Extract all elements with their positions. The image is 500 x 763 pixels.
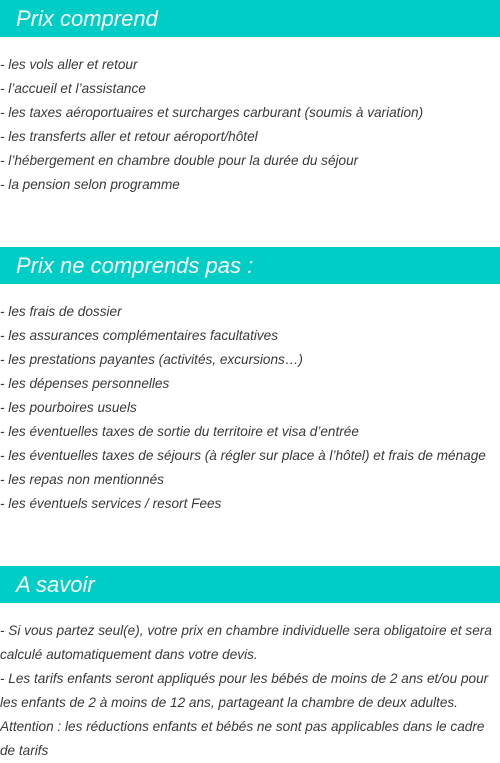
section-title: Prix comprend (16, 5, 158, 31)
list-item: - l’accueil et l’assistance (0, 81, 146, 96)
list-item: - les éventuelles taxes de séjours (à régler sur place à l’hôtel) et frais de ménage (0, 448, 486, 463)
list-item: - les dépenses personnelles (0, 376, 170, 391)
included-list (0, 53, 500, 197)
section-header-good-to-know (0, 566, 500, 603)
section-header-included (0, 0, 500, 37)
list-item: - les prestations payantes (activités, excursions…) (0, 352, 303, 367)
paragraph: - Si vous partez seul(e), votre prix en chambre individuelle sera obligatoire et sera calculé automatiquement dans votre devis. (0, 623, 492, 662)
list-item: - les assurances complémentaires facultatives (0, 328, 279, 343)
list-item: - les taxes aéroportuaires et surcharges carburant (soumis à variation) (0, 105, 424, 120)
list-item: - l’hébergement en chambre double pour la durée du séjour (0, 153, 359, 168)
section-header-not-included (0, 247, 500, 284)
paragraph: Attention : les réductions enfants et bébés ne sont pas applicables dans le cadre de tarifs (0, 719, 485, 758)
not-included-list (0, 300, 500, 516)
list-item: - les éventuels services / resort Fees (0, 496, 222, 511)
section-title: A savoir (16, 571, 95, 597)
list-item: - les frais de dossier (0, 304, 122, 319)
paragraph: - Les tarifs enfants seront appliqués pour les bébés de moins de 2 ans et/ou pour les enfants de 2 à moins de 12 ans, partageant la chambre de deux adultes. (0, 671, 489, 710)
list-item: - les transferts aller et retour aéroport/hôtel (0, 129, 258, 144)
list-item: - la pension selon programme (0, 177, 180, 192)
list-item: - les repas non mentionnés (0, 472, 164, 487)
list-item: - les vols aller et retour (0, 57, 138, 72)
list-item: - les éventuelles taxes de sortie du territoire et visa d’entrée (0, 424, 359, 439)
good-to-know-text (0, 619, 500, 763)
list-item: - les pourboires usuels (0, 400, 137, 415)
section-title: Prix ne comprends pas : (16, 252, 254, 278)
